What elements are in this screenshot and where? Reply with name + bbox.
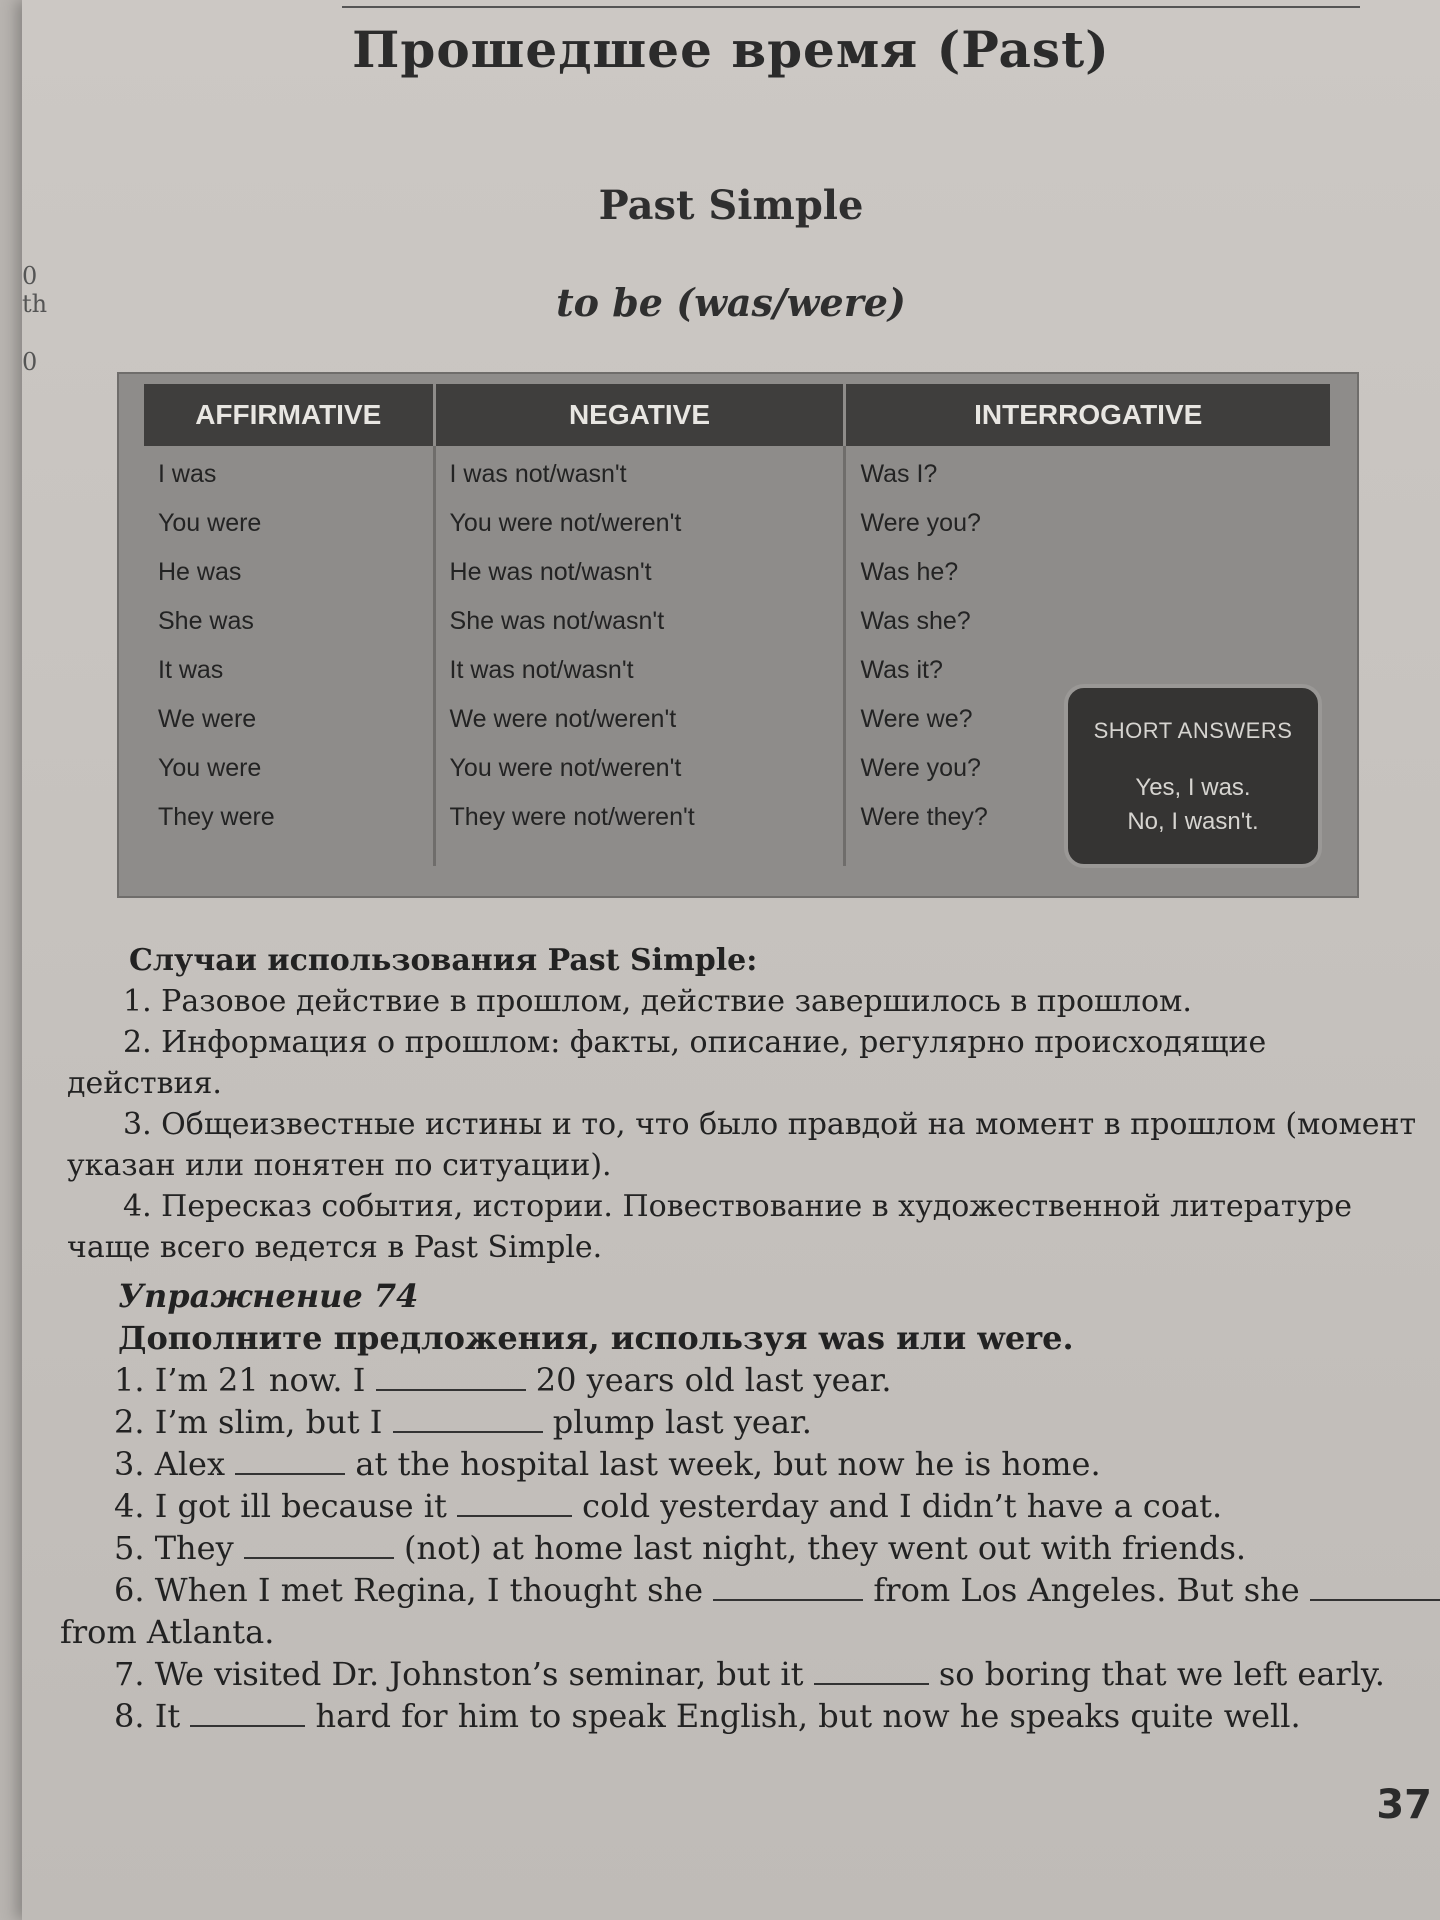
exercise-item: [60, 1359, 1440, 1401]
margin-fragment: th: [22, 290, 48, 318]
exercise-item: [60, 1401, 1440, 1443]
header-negative: NEGATIVE: [436, 384, 847, 446]
top-rule: [342, 6, 1360, 8]
interrogative-column: [846, 446, 1330, 866]
table-cell: We were: [158, 705, 257, 733]
exercise-item-continuation: [60, 1611, 1440, 1653]
table-cell: They were not/weren't: [449, 803, 695, 831]
book-page: [22, 0, 1440, 1920]
table-cell: Was he?: [860, 558, 959, 586]
sentence-start: 2. I’m slim, but I: [114, 1403, 383, 1441]
chapter-title: Прошедшее время (Past): [352, 20, 1110, 79]
sentence-end: cold yesterday and I didn’t have a coat.: [582, 1487, 1223, 1525]
exercise-item: [60, 1527, 1440, 1569]
table-cell: He was not/wasn't: [449, 558, 652, 586]
usage-item: 1. Разовое действие в прошлом, действие завершилось в прошлом.: [123, 984, 1192, 1019]
table-cell: Were they?: [860, 803, 988, 831]
table-cell: You were: [158, 509, 262, 537]
answer-blank[interactable]: [814, 1653, 929, 1685]
usage-item: 4. Пересказ события, истории. Повествование в художественной литературе чаще всего ведется в Past Simple.: [67, 1189, 1352, 1265]
sentence-end: at the hospital last week, but now he is home.: [355, 1445, 1101, 1483]
verb-title: to be (was/were): [556, 280, 906, 325]
answer-blank[interactable]: [713, 1569, 863, 1601]
answer-blank[interactable]: [393, 1401, 543, 1433]
exercise-section: [60, 1275, 1440, 1737]
section-title: Past Simple: [598, 182, 864, 229]
exercise-item: [60, 1443, 1440, 1485]
table-cell: Were you?: [860, 509, 981, 537]
exercise-item: [60, 1485, 1440, 1527]
usage-item: 2. Информация о прошлом: факты, описание, регулярно происходящие действия.: [67, 1025, 1267, 1101]
table-header: [144, 384, 1330, 446]
table-body: [144, 446, 1330, 866]
page-number: 37: [1376, 1782, 1432, 1828]
exercise-item: [60, 1653, 1440, 1695]
table-cell: I was: [158, 460, 217, 488]
answer-blank[interactable]: [190, 1695, 305, 1727]
header-affirmative: AFFIRMATIVE: [144, 384, 436, 446]
sentence-middle: from Los Angeles. But she: [873, 1571, 1300, 1609]
table-cell: She was: [158, 607, 254, 635]
answer-blank[interactable]: [457, 1485, 572, 1517]
sentence-end: so boring that we left early.: [938, 1655, 1385, 1693]
grammar-table: [117, 372, 1359, 898]
sentence-end: from Atlanta.: [60, 1613, 275, 1651]
exercise-item: [60, 1695, 1440, 1737]
table-cell: He was: [158, 558, 242, 586]
table-cell: It was: [158, 656, 224, 684]
sentence-end: hard for him to speak English, but now he speaks quite well.: [315, 1697, 1301, 1735]
table-cell: I was not/wasn't: [449, 460, 627, 488]
exercise-number: Упражнение 74: [118, 1277, 419, 1315]
table-cell: Was I?: [860, 460, 938, 488]
table-cell: You were not/weren't: [449, 509, 682, 537]
sentence-start: 6. When I met Regina, I thought she: [114, 1571, 704, 1609]
sentence-end: 20 years old last year.: [535, 1361, 892, 1399]
sentence-end: (not) at home last night, they went out with friends.: [404, 1529, 1247, 1567]
sentence-start: 5. They: [114, 1529, 234, 1567]
negative-column: [436, 446, 847, 866]
usage-heading: Случаи использования Past Simple:: [129, 943, 758, 978]
table-cell: We were not/weren't: [449, 705, 677, 733]
sentence-start: 1. I’m 21 now. I: [114, 1361, 366, 1399]
affirmative-column: [144, 446, 436, 866]
table-cell: You were not/weren't: [449, 754, 682, 782]
sentence-start: 3. Alex: [114, 1445, 226, 1483]
table-cell: You were: [158, 754, 262, 782]
short-answers-title: SHORT ANSWERS: [1093, 718, 1293, 743]
answer-blank[interactable]: [235, 1443, 345, 1475]
answer-blank[interactable]: [376, 1359, 526, 1391]
short-answer-yes: Yes, I was.: [1135, 774, 1251, 801]
answer-blank[interactable]: [244, 1527, 394, 1559]
table-cell: Was it?: [860, 656, 943, 684]
header-interrogative: INTERROGATIVE: [974, 399, 1203, 430]
table-cell: Was she?: [860, 607, 971, 635]
sentence-start: 4. I got ill because it: [114, 1487, 447, 1525]
sentence-start: 7. We visited Dr. Johnston’s seminar, but it: [114, 1655, 804, 1693]
margin-fragment: 0: [22, 348, 38, 376]
exercise-item: [60, 1569, 1440, 1611]
table-cell: It was not/wasn't: [449, 656, 634, 684]
short-answers-box: [1064, 684, 1322, 868]
margin-fragment: 0: [22, 262, 38, 290]
table-cell: She was not/wasn't: [449, 607, 665, 635]
table-cell: Were we?: [860, 705, 973, 733]
answer-blank[interactable]: [1310, 1569, 1440, 1601]
usage-item: 3. Общеизвестные истины и то, что было правдой на момент в прошлом (момент указан или понятен по ситуации).: [67, 1107, 1417, 1183]
short-answer-no: No, I wasn't.: [1127, 808, 1259, 835]
sentence-start: 8. It: [114, 1697, 181, 1735]
usage-section: [67, 940, 1427, 1268]
table-cell: They were: [158, 803, 275, 831]
table-cell: Were you?: [860, 754, 981, 782]
exercise-instruction: Дополните предложения, используя was или were.: [118, 1319, 1074, 1357]
sentence-end: plump last year.: [552, 1403, 812, 1441]
